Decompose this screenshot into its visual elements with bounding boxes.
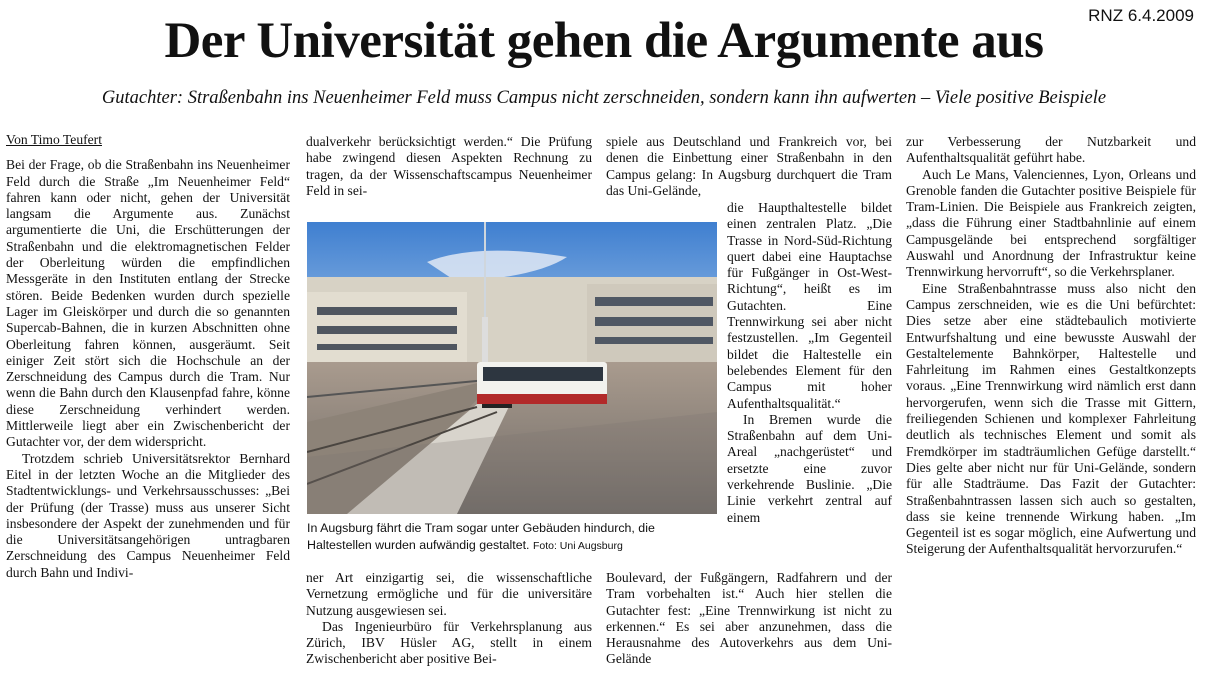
headline: Der Universität gehen die Argumente aus bbox=[164, 13, 1044, 69]
photo-caption bbox=[307, 520, 717, 555]
paragraph: In Bremen wurde die Straßenbahn auf dem Uni-Areal „nachgerüstet“ und ersetzte eine zuvor verkehrende Buslinie. „Die Linie verkehrt zentral auf einem bbox=[727, 411, 892, 525]
paragraph: zur Verbesserung der Nutzbarkeit und Aufenthaltsqualität geführt habe. bbox=[906, 134, 1196, 166]
paragraph: ner Art einzigartig sei, die wissenschaftliche Vernetzung ermögliche und für die universitäre Nutzung ausgewiesen sei. bbox=[306, 570, 592, 618]
source-label: RNZ 6.4.2009 bbox=[1088, 6, 1194, 25]
article-column-2-bottom bbox=[306, 570, 592, 668]
paragraph: dualverkehr berücksichtigt werden.“ Die Prüfung habe zwingend diesen Aspekten Rechnung zu tragen, da der Wissenschaftscampus Neuenheimer Feld in sei- bbox=[306, 134, 592, 198]
article-column-3-top bbox=[606, 134, 892, 199]
tram-photo-image bbox=[307, 222, 717, 514]
caption-text: In Augsburg fährt die Tram sogar unter Gebäuden hindurch, die Haltestellen wurden aufwändig gestaltet. bbox=[307, 521, 655, 552]
paragraph: Eine Straßenbahntrasse muss also nicht den Campus zerschneiden, wie es die Uni befürchtet: Dies setze aber eine städtebaulich motivierte Entwurfshaltung und eine bewusste Auswahl der Gestaltelemente Bahnkörper, Haltestelle und Fahrleitung im Rahmen eines Gestaltkonzepts voraus. „Eine Trennwirkung wird nämlich erst dann hervorgerufen, wenn sich die Trasse mit Gittern, freiliegenden Schienen und komplexer Fahrleitung deutlich als technisches Element und somit als Fremdkörper im stadträumlichen Gefüge darstellt.“ Dies gelte aber nicht nur für Uni-Gelände, sondern für alle Stadträume. Das Fazit der Gutachter: Straßenbahntrassen lassen sich auch so gestalten, dass sie keine trennende Wirkung haben. „Im Gegenteil ist es sogar möglich, eine Aufwertung und Steigerung der Aufenthaltsqualität hervorzurufen.“ bbox=[906, 280, 1196, 557]
paragraph: die Haupthaltestelle bildet einen zentralen Platz. „Die Trasse in Nord-Süd-Richtung quert dabei eine Hauptachse für Fußgänger in Ost-West-Richtung“, heißt es im Gutachten. Eine Trennwirkung sei aber nicht festzustellen. „Im Gegenteil bildet die Haltestelle ein belebendes Element für den Campus mit hoher Aufenthaltsqualität.“ bbox=[727, 200, 892, 411]
article-column-3-wrap bbox=[727, 200, 892, 526]
article-column-2-top bbox=[306, 134, 592, 199]
paragraph: spiele aus Deutschland und Frankreich vor, bei denen die Einbettung einer Straßenbahn in den Campus gelang: In Augsburg durchquert die Tram das Uni-Gelände, bbox=[606, 134, 892, 198]
paragraph: Trotzdem schrieb Universitätsrektor Bernhard Eitel in der letzten Woche an die Mitglieder des Stadtentwicklungs- und Verkehrsausschusses: „Bei der Prüfung (der Trasse) muss aus unserer Sicht insbesondere der Aspekt der zunehmenden und für die Universitätsangehörigen untragbaren Zerschneidung des Campus Neuenheimer Feld durch Bahn und Indivi- bbox=[6, 450, 290, 580]
article-column-3-bottom bbox=[606, 570, 892, 668]
subheadline: Gutachter: Straßenbahn ins Neuenheimer Feld muss Campus nicht zerschneiden, sondern kann ihn aufwerten – Viele positive Beispiele bbox=[101, 88, 1107, 108]
paragraph: Bei der Frage, ob die Straßenbahn ins Neuenheimer Feld durch die Straße „Im Neuenheimer Feld“ fahren kann oder nicht, gehen der Universität langsam die Argumente aus. Zunächst argumentierte die Uni, die Erschütterungen der Straßenbahn und die elektromagnetischen Felder der Oberleitung würden die empfindlichen Messgeräte in den Instituten entlang der Strecke stören. Beide Bedenken wurden durch spezielle Lager im Gleiskörper und durch die so genannten Supercab-Bahnen, die in kurzen Abschnitten ohne Oberleitung fahren können, ausgeräumt. Seit einiger Zeit stört sich die Hochschule an der Zerschneidung des Campus durch die Tram. Nur wenn die Bahn durch den Klausenpfad fahre, könne diese Zerschneidung verhindert werden. Mittlerweile liegt aber ein Zwischenbericht der Gutachter vor, der dem widerspricht. bbox=[6, 157, 290, 450]
tram-photo bbox=[307, 222, 717, 514]
article-column-1 bbox=[6, 132, 290, 581]
paragraph: Das Ingenieurbüro für Verkehrsplanung aus Zürich, IBV Hüsler AG, stellt in einem Zwischenbericht aber positive Bei- bbox=[306, 618, 592, 667]
article-column-4 bbox=[906, 134, 1196, 558]
photo-credit: Foto: Uni Augsburg bbox=[532, 540, 623, 552]
paragraph: Boulevard, der Fußgängern, Radfahrern und der Tram vorbehalten ist.“ Auch hier stellen die Gutachter fest: „Eine Trennwirkung ist nicht zu erkennen.“ Es sei aber anzunehmen, dass die Herausnahme des Autoverkehrs aus dem Uni-Gelände bbox=[606, 570, 892, 667]
byline: Von Timo Teufert bbox=[6, 132, 102, 147]
paragraph: Auch Le Mans, Valenciennes, Lyon, Orleans und Grenoble fanden die Gutachter positive Beispiele für Tram-Linien. Die Beispiele aus Frankreich zeigten, „dass die Führung einer Stadtbahnlinie auf einem Campusgelände bei entsprechend sorgfältiger Auswahl und Anordnung der Infrastruktur keine Trennwirkung hervorruft“, so die Verkehrsplaner. bbox=[906, 166, 1196, 280]
